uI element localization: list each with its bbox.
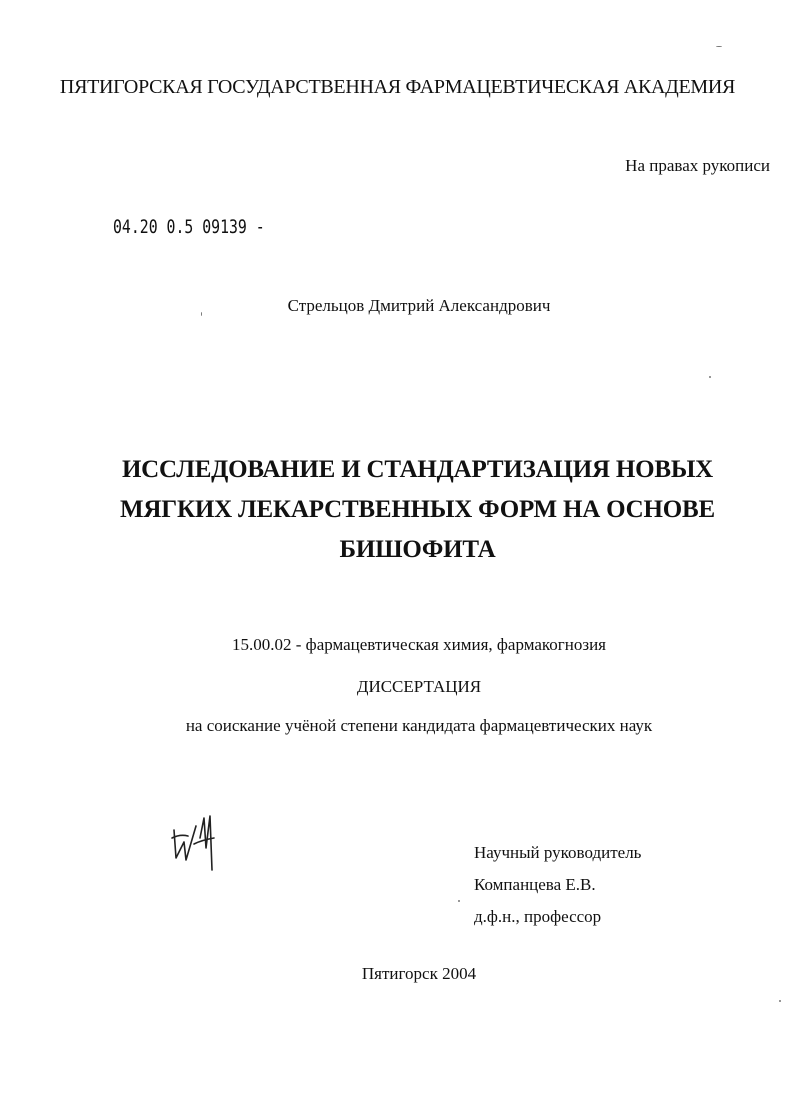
advisor-name: Компанцева Е.В. bbox=[474, 875, 596, 894]
specialty-line: 15.00.02 - фармацевтическая химия, фармакогнозия bbox=[232, 635, 606, 654]
signature-icon bbox=[166, 808, 226, 878]
advisor-role: Научный руководитель bbox=[474, 843, 642, 862]
city-year: Пятигорск 2004 bbox=[361, 964, 477, 983]
scan-speck bbox=[458, 900, 460, 902]
title-line-3: БИШОФИТА bbox=[339, 536, 496, 563]
scan-speck bbox=[709, 376, 711, 378]
registration-stamp: 04.20 0.5 09139 - bbox=[113, 216, 265, 238]
dissertation-title bbox=[60, 450, 775, 570]
title-line-2: МЯГКИХ ЛЕКАРСТВЕННЫХ ФОРМ НА ОСНОВЕ bbox=[120, 496, 715, 523]
institution-name: ПЯТИГОРСКАЯ ГОСУДАРСТВЕННАЯ ФАРМАЦЕВТИЧЕСКАЯ АКАДЕМИЯ bbox=[59, 76, 736, 98]
scan-speck bbox=[201, 312, 202, 316]
scan-speck bbox=[716, 46, 722, 47]
advisor-block bbox=[474, 837, 641, 933]
advisor-credentials: д.ф.н., профессор bbox=[474, 907, 602, 926]
document-type: ДИССЕРТАЦИЯ bbox=[356, 677, 482, 696]
rights-note: На правах рукописи bbox=[625, 156, 770, 175]
title-line-1: ИССЛЕДОВАНИЕ И СТАНДАРТИЗАЦИЯ НОВЫХ bbox=[121, 456, 714, 483]
author-name: Стрельцов Дмитрий Александрович bbox=[287, 296, 551, 315]
scan-speck bbox=[779, 1000, 781, 1002]
degree-line: на соискание учёной степени кандидата фармацевтических наук bbox=[185, 716, 653, 735]
